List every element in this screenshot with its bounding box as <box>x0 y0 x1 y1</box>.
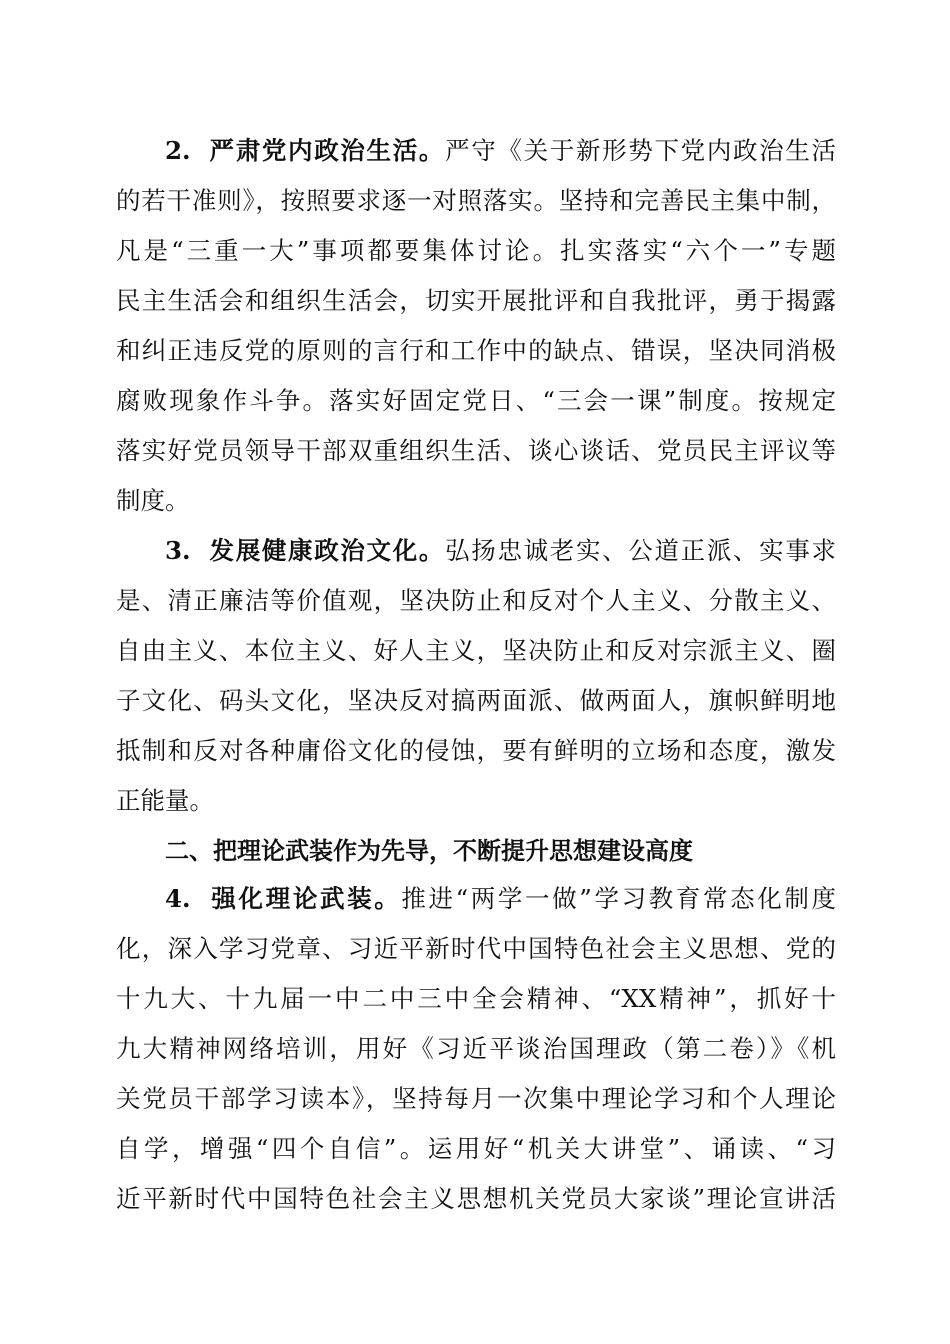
item-2-number: 2. <box>165 136 191 165</box>
item-2-line-1 <box>165 133 836 169</box>
paragraph-line: 近平新时代中国特色社会主义思想机关党员大家谈”理论宣讲活 <box>116 1184 836 1213</box>
paragraph-line: 九大精神网络培训，用好《习近平谈治国理政（第二卷）》《机 <box>116 1034 836 1063</box>
paragraph-line: 正能量。 <box>116 786 214 815</box>
item-4-text: 推进“两学一做”学习教育常态化制度 <box>401 884 836 913</box>
paragraph-line: 关党员干部学习读本》，坚持每月一次集中理论学习和个人理论 <box>116 1084 836 1113</box>
paragraph-line: 抵制和反对各种庸俗文化的侵蚀，要有鲜明的立场和态度，激发 <box>116 736 836 765</box>
item-3-line-1 <box>165 533 836 569</box>
paragraph-line: 子文化、码头文化，坚决反对搞两面派、做两面人，旗帜鲜明地 <box>116 686 836 715</box>
item-3-text: 弘扬忠诚老实、公道正派、实事求 <box>445 536 837 565</box>
paragraph-line: 制度。 <box>116 486 190 515</box>
item-3-number: 3. <box>165 536 191 565</box>
item-4-line-1 <box>165 881 836 917</box>
paragraph-line: 化，深入学习党章、习近平新时代中国特色社会主义思想、党的 <box>116 934 836 963</box>
paragraph-line: 落实好党员领导干部双重组织生活、谈心谈话、党员民主评议等 <box>116 436 836 465</box>
paragraph-line: 自学，增强“四个自信”。运用好“机关大讲堂”、诵读、“习 <box>116 1134 836 1163</box>
paragraph-line: 凡是“三重一大”事项都要集体讨论。扎实落实“六个一”专题 <box>116 236 836 265</box>
paragraph-line: 是、清正廉洁等价值观，坚决防止和反对个人主义、分散主义、 <box>116 586 836 615</box>
paragraph-line: 民主生活会和组织生活会，切实开展批评和自我批评，勇于揭露 <box>116 286 836 315</box>
paragraph-line: 自由主义、本位主义、好人主义，坚决防止和反对宗派主义、圈 <box>116 636 836 665</box>
paragraph-line: 十九大、十九届一中二中三中全会精神、“XX精神”，抓好十 <box>116 984 836 1013</box>
paragraph-line: 腐败现象作斗争。落实好固定党日、“三会一课”制度。按规定 <box>116 386 836 415</box>
item-4-title: 强化理论武装。 <box>211 884 402 913</box>
paragraph-line: 和纠正违反党的原则的言行和工作中的缺点、错误，坚决同消极 <box>116 336 836 365</box>
item-4-number: 4. <box>165 884 191 913</box>
item-2-title: 严肃党内政治生活。 <box>209 136 446 165</box>
item-3-title: 发展健康政治文化。 <box>209 536 446 565</box>
section-heading: 二、把理论武装作为先导，不断提升思想建设高度 <box>165 837 693 865</box>
item-2-text: 严守《关于新形势下党内政治生活 <box>445 136 837 165</box>
paragraph-line: 的若干准则》，按照要求逐一对照落实。坚持和完善民主集中制， <box>116 186 836 215</box>
